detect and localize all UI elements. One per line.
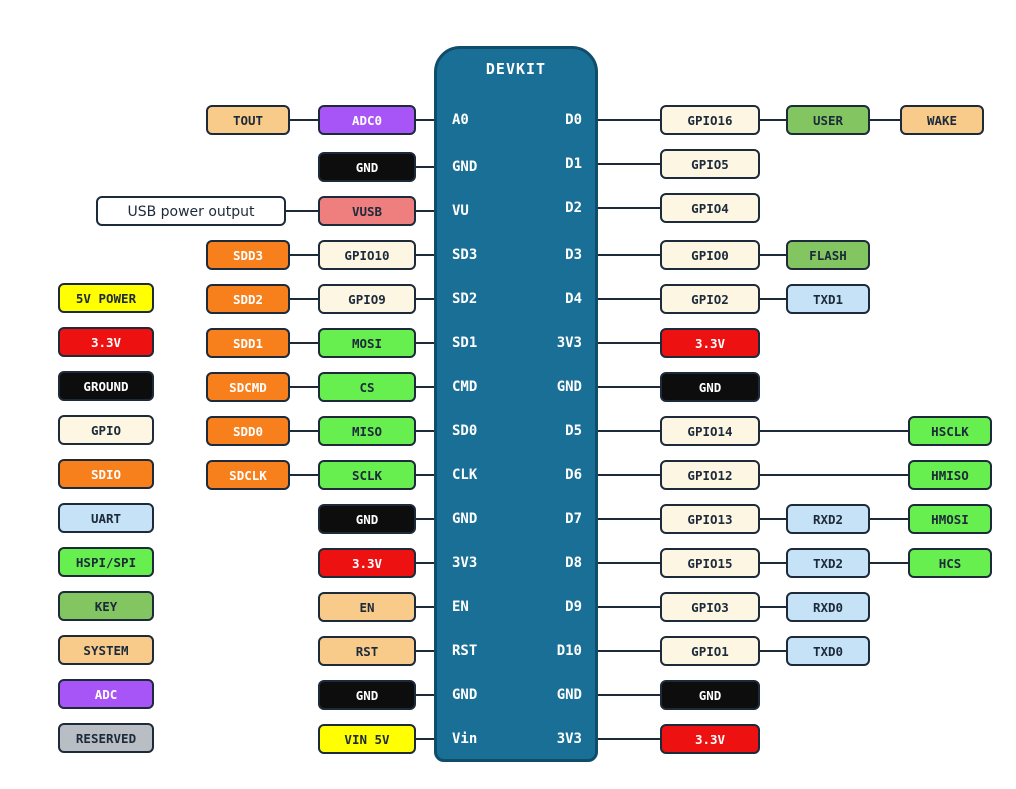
chip-pin-left-6: CMD [452,379,478,395]
connector-line [416,166,434,168]
connector-line [416,474,434,476]
connector-line [416,738,434,740]
legend-item-3-3v: 3.3V [58,327,154,357]
pin-label-gpio2: GPIO2 [660,284,760,314]
pin-label-gpio13: GPIO13 [660,504,760,534]
connector-line [416,298,434,300]
chip-pin-left-13: GND [452,687,478,703]
chip-pin-left-14: Vin [452,731,478,747]
pin-label-txd1: TXD1 [786,284,870,314]
chip-pin-right-4: D4 [565,291,582,307]
pin-label-adc0: ADC0 [318,105,416,135]
connector-line [416,606,434,608]
connector-line [598,518,660,520]
pin-label-gnd: GND [660,372,760,402]
chip-pin-left-11: EN [452,599,469,615]
connector-line [290,342,318,344]
legend-item-reserved: RESERVED [58,723,154,753]
pin-label-txd0: TXD0 [786,636,870,666]
pin-label-hmiso: HMISO [908,460,992,490]
pin-label-sdd0: SDD0 [206,416,290,446]
connector-line [290,119,318,121]
chip-pin-right-6: GND [556,379,582,395]
chip-pin-left-0: A0 [452,112,469,128]
pin-label-rxd0: RXD0 [786,592,870,622]
legend-item-sdio: SDIO [58,459,154,489]
chip-pin-right-5: 3V3 [556,335,582,351]
pin-label-mosi: MOSI [318,328,416,358]
pin-label-sclk: SCLK [318,460,416,490]
connector-line [416,342,434,344]
pin-label-gpio16: GPIO16 [660,105,760,135]
connector-line [870,119,900,121]
pin-label-gpio9: GPIO9 [318,284,416,314]
chip-pin-right-9: D7 [565,511,582,527]
pin-label-gpio10: GPIO10 [318,240,416,270]
chip-pin-right-12: D10 [556,643,582,659]
chip-pin-left-8: CLK [452,467,478,483]
legend-item-hspi-spi: HSPI/SPI [58,547,154,577]
pin-label-gnd: GND [318,152,416,182]
pin-label-gpio15: GPIO15 [660,548,760,578]
pin-label-gpio3: GPIO3 [660,592,760,622]
pin-label-usb-power-output: USB power output [96,196,286,226]
connector-line [416,430,434,432]
connector-line [416,650,434,652]
chip-pin-right-0: D0 [565,112,582,128]
pin-label-tout: TOUT [206,105,290,135]
connector-line [760,474,908,476]
chip-pin-right-10: D8 [565,555,582,571]
chip-pin-right-1: D1 [565,156,582,172]
connector-line [290,298,318,300]
connector-line [290,254,318,256]
connector-line [598,163,660,165]
pin-label-gpio14: GPIO14 [660,416,760,446]
connector-line [760,562,786,564]
connector-line [598,562,660,564]
connector-line [760,518,786,520]
connector-line [598,474,660,476]
pin-label-gpio5: GPIO5 [660,149,760,179]
pin-label-3-3v: 3.3V [660,328,760,358]
pin-label-cs: CS [318,372,416,402]
pin-label-vin-5v: VIN 5V [318,724,416,754]
pin-label-hsclk: HSCLK [908,416,992,446]
connector-line [416,562,434,564]
chip-pin-left-1: GND [452,159,478,175]
connector-line [290,430,318,432]
pin-label-gnd: GND [660,680,760,710]
pin-label-3-3v: 3.3V [660,724,760,754]
connector-line [598,430,660,432]
connector-line [598,386,660,388]
connector-line [760,254,786,256]
pin-label-rst: RST [318,636,416,666]
pin-label-gpio0: GPIO0 [660,240,760,270]
legend-item-ground: GROUND [58,371,154,401]
connector-line [290,474,318,476]
connector-line [760,298,786,300]
chip-pin-left-10: 3V3 [452,555,478,571]
connector-line [598,207,660,209]
connector-line [598,738,660,740]
legend-item-gpio: GPIO [58,415,154,445]
pin-label-en: EN [318,592,416,622]
chip-pin-left-5: SD1 [452,335,478,351]
pin-label-flash: FLASH [786,240,870,270]
pin-label-gpio12: GPIO12 [660,460,760,490]
connector-line [760,650,786,652]
connector-line [416,210,434,212]
pin-label-gnd: GND [318,680,416,710]
pin-label-hmosi: HMOSI [908,504,992,534]
pin-label-3-3v: 3.3V [318,548,416,578]
board-title: DEVKIT [485,60,547,78]
chip-pin-left-7: SD0 [452,423,478,439]
chip-pin-right-8: D6 [565,467,582,483]
connector-line [598,254,660,256]
pin-label-hcs: HCS [908,548,992,578]
connector-line [598,606,660,608]
pin-label-vusb: VUSB [318,196,416,226]
pin-label-sdclk: SDCLK [206,460,290,490]
connector-line [286,210,318,212]
connector-line [290,386,318,388]
connector-line [416,386,434,388]
chip-pin-right-14: 3V3 [556,731,582,747]
pin-label-rxd2: RXD2 [786,504,870,534]
legend-item-uart: UART [58,503,154,533]
connector-line [598,694,660,696]
chip-pin-left-4: SD2 [452,291,478,307]
legend-item-system: SYSTEM [58,635,154,665]
connector-line [598,342,660,344]
chip-pin-right-7: D5 [565,423,582,439]
pin-label-user: USER [786,105,870,135]
pin-label-wake: WAKE [900,105,984,135]
legend-item-adc: ADC [58,679,154,709]
chip-pin-left-12: RST [452,643,478,659]
connector-line [870,562,908,564]
chip-pin-left-9: GND [452,511,478,527]
connector-line [416,254,434,256]
connector-line [598,119,660,121]
pin-label-sdcmd: SDCMD [206,372,290,402]
connector-line [416,518,434,520]
pin-label-gpio1: GPIO1 [660,636,760,666]
chip-pin-right-2: D2 [565,200,582,216]
legend-item-5v-power: 5V POWER [58,283,154,313]
connector-line [760,119,786,121]
chip-pin-left-2: VU [452,203,469,219]
pin-label-miso: MISO [318,416,416,446]
connector-line [598,650,660,652]
pin-label-txd2: TXD2 [786,548,870,578]
pin-label-gpio4: GPIO4 [660,193,760,223]
pin-label-sdd3: SDD3 [206,240,290,270]
chip-pin-right-11: D9 [565,599,582,615]
connector-line [416,694,434,696]
chip-pin-right-13: GND [556,687,582,703]
connector-line [416,119,434,121]
pin-label-sdd2: SDD2 [206,284,290,314]
pin-label-gnd: GND [318,504,416,534]
chip-pin-right-3: D3 [565,247,582,263]
legend-item-key: KEY [58,591,154,621]
pin-label-sdd1: SDD1 [206,328,290,358]
connector-line [598,298,660,300]
connector-line [760,430,908,432]
connector-line [870,518,908,520]
chip-pin-left-3: SD3 [452,247,478,263]
connector-line [760,606,786,608]
